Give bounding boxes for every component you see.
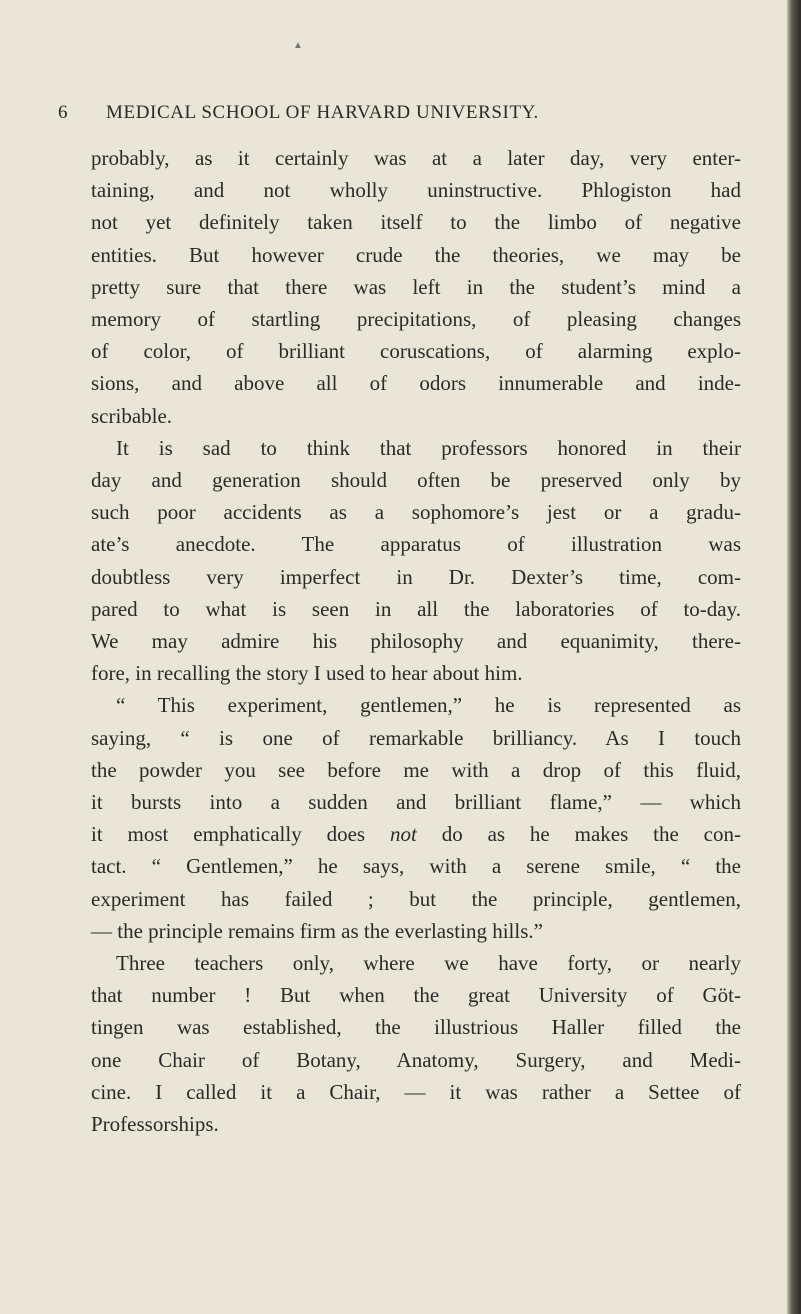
text-line: one Chair of Botany, Anatomy, Surgery, and Medi-	[91, 1047, 741, 1072]
text-line: Three teachers only, where we have forty, or nearly	[116, 951, 741, 976]
text-line: it most emphatically does not do as he makes the con-	[91, 822, 741, 847]
text-line: day and generation should often be preserved only by	[91, 468, 741, 493]
text-line: pretty sure that there was left in the student’s mind a	[91, 274, 741, 299]
emphasis: not	[389, 822, 417, 847]
text-line: tingen was established, the illustrious Haller filled the	[91, 1015, 741, 1040]
text-line: probably, as it certainly was at a later day, very enter-	[91, 146, 741, 170]
text-line: saying, “ is one of remarkable brilliancy. As I touch	[91, 725, 741, 750]
paragraph	[91, 142, 741, 432]
text-line: tact. “ Gentlemen,” he says, with a serene smile, “ the	[91, 854, 741, 879]
running-head: MEDICAL SCHOOL OF HARVARD UNIVERSITY.	[106, 102, 539, 123]
printer-mark: ▲	[293, 40, 303, 51]
text-line: memory of startling precipitations, of pleasing changes	[91, 307, 741, 332]
body-text	[91, 142, 741, 1140]
text-line: experiment has failed ; but the principle, gentlemen,	[91, 886, 741, 911]
page-number: 6	[58, 102, 69, 123]
text-line: fore, in recalling the story I used to hear about him.	[91, 661, 523, 686]
text-line: of color, of brilliant coruscations, of alarming explo-	[91, 339, 741, 364]
text-line: taining, and not wholly uninstructive. Phlogiston had	[91, 178, 741, 203]
text-line: “ This experiment, gentlemen,” he is represented as	[116, 693, 741, 718]
text-line: ate’s anecdote. The apparatus of illustration was	[91, 532, 741, 557]
page-edge-shadow	[787, 0, 801, 1314]
text-line: We may admire his philosophy and equanimity, there-	[91, 629, 741, 654]
text-line: doubtless very imperfect in Dr. Dexter’s time, com-	[91, 564, 741, 589]
text-line: — the principle remains firm as the everlasting hills.”	[91, 918, 543, 943]
paragraph	[91, 432, 741, 690]
text-line: such poor accidents as a sophomore’s jest or a gradu-	[91, 500, 741, 525]
text-line: sions, and above all of odors innumerable and inde-	[91, 371, 741, 396]
text-line: cine. I called it a Chair, — it was rather a Settee of	[91, 1079, 741, 1104]
text-line: not yet definitely taken itself to the limbo of negative	[91, 210, 741, 235]
text-line: It is sad to think that professors honored in their	[116, 435, 741, 460]
text-line: that number ! But when the great University of Göt-	[91, 983, 741, 1008]
text-line: entities. But however crude the theories, we may be	[91, 242, 741, 267]
paragraph	[91, 947, 741, 1140]
text-line: pared to what is seen in all the laboratories of to-day.	[91, 596, 741, 621]
text-line: the powder you see before me with a drop of this fluid,	[91, 757, 741, 782]
page-header	[58, 102, 718, 130]
text-line: Professorships.	[91, 1112, 219, 1137]
paragraph	[91, 689, 741, 947]
text-line: it bursts into a sudden and brilliant flame,” — which	[91, 790, 741, 815]
text-line: scribable.	[91, 403, 173, 428]
